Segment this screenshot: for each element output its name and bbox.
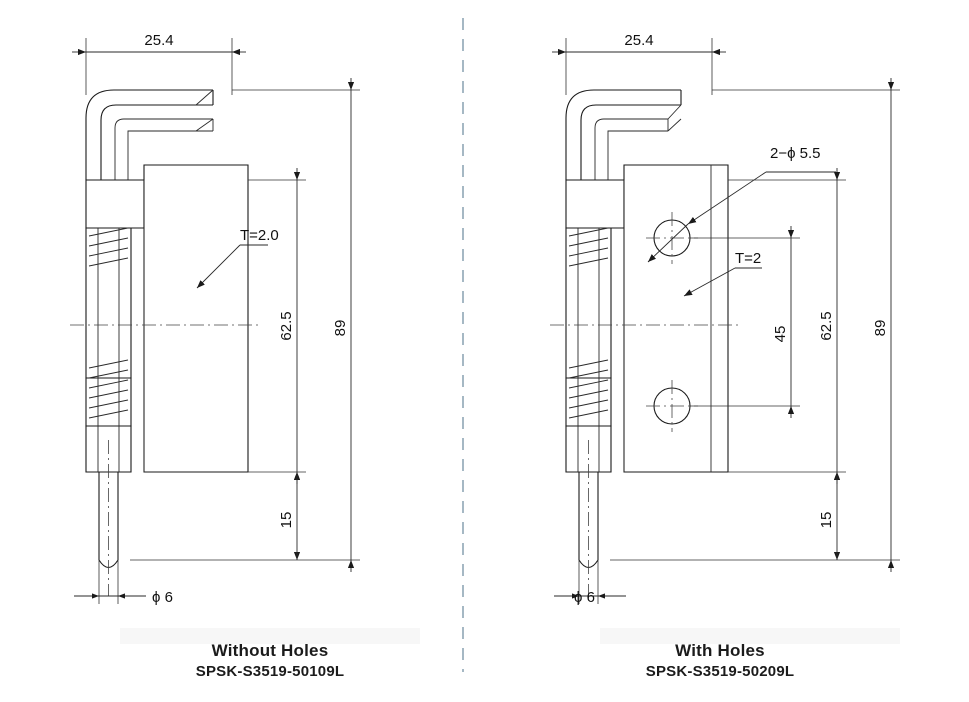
left-dim-width-254 [72,32,246,95]
left-caption [110,640,430,682]
left-caption-part-number: SPSK-S3519-50109L [195,663,345,680]
right-hinge-view [550,32,900,644]
left-knuckle-column [86,180,144,472]
left-dim-625 [248,168,306,484]
right-dim-phi6-label: ϕ 6 [574,589,595,606]
left-dim-254-label: 25.4 [144,32,174,49]
right-caption-part-number: SPSK-S3519-50209L [645,663,795,680]
right-dim-89-label: 89 [872,319,889,337]
right-knuckle-column [566,180,624,472]
left-dim-15 [278,472,297,560]
left-dim-phi6-label: ϕ 6 [152,589,173,606]
right-dim-15-label: 15 [818,511,835,529]
right-t-label: T=2 [735,250,762,267]
right-hole-callout-label: 2−ϕ 5.5 [770,145,821,162]
right-dim-45-label: 45 [772,325,789,343]
left-dim-phi6 [74,560,173,606]
left-hinge-view [70,32,420,644]
right-dim-15 [818,472,837,560]
left-main-plate [144,165,248,472]
right-dim-width-254 [552,32,726,95]
left-dim-625-label: 62.5 [278,311,295,341]
left-t-label: T=2.0 [240,227,279,244]
right-dim-625-label: 62.5 [818,311,835,341]
left-dim-89-label: 89 [332,319,349,337]
right-caption-title: With Holes [675,641,765,660]
right-main-plate [624,165,728,472]
right-dim-254-label: 25.4 [624,32,654,49]
right-caption [560,640,880,682]
left-dim-15-label: 15 [278,511,295,529]
left-caption-title: Without Holes [211,641,329,660]
